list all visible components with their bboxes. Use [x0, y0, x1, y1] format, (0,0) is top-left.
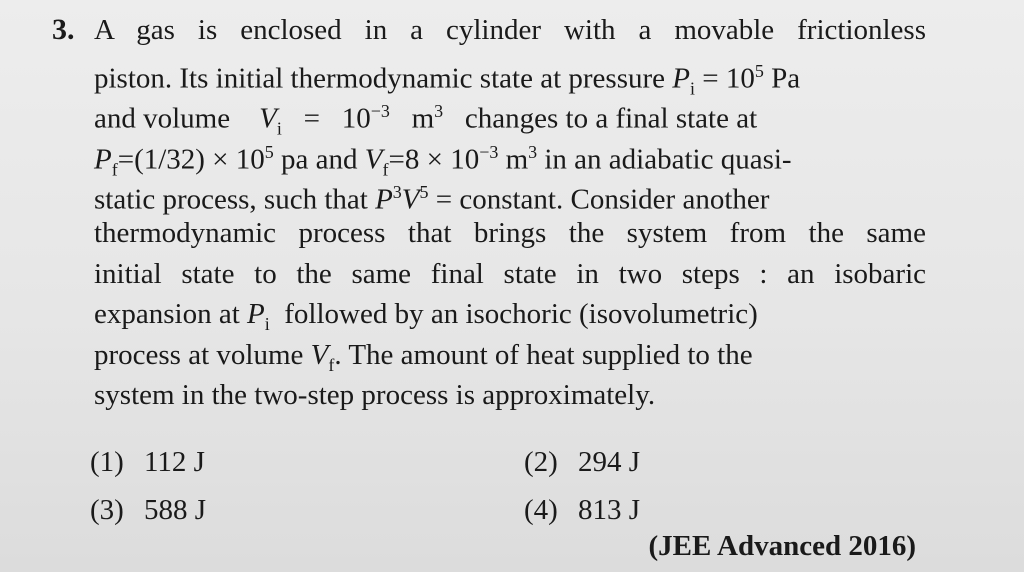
options-row-1 — [90, 438, 890, 486]
option-3[interactable] — [90, 486, 206, 534]
question-line-1: A gas is enclosed in a cylinder with a movable frictionless — [94, 14, 926, 46]
question-line-2: piston. Its initial thermodynamic state at pressure $P_i = 10^5$ Pa — [94, 60, 801, 99]
question-line-10: system in the two-step process is approximately. — [94, 379, 656, 412]
question-line-5: static process, such that $P^3V^5$ = constant. Consider another — [94, 182, 770, 217]
option-text: 294 J — [578, 446, 641, 478]
option-number: (3) — [90, 494, 124, 526]
option-number: (4) — [524, 494, 558, 526]
question-line-8: expansion at $P_i$ followed by an isochoric (isovolumetric) — [94, 298, 758, 334]
option-2[interactable] — [524, 438, 640, 486]
option-text: 813 J — [578, 494, 641, 526]
question-line-3: and volume $V_i$ = $10^{-3}$ $m^3$ changes to a final state at — [94, 101, 758, 139]
exam-source: (JEE Advanced 2016) — [648, 530, 916, 562]
question-line-9: process at volume $V_f$. The amount of heat supplied to the — [94, 338, 753, 375]
option-4[interactable] — [524, 486, 640, 534]
question-text — [94, 10, 926, 416]
option-text: 112 J — [144, 446, 205, 478]
question-line-6: thermodynamic process that brings the system from the same — [94, 216, 926, 249]
option-text: 588 J — [144, 494, 207, 526]
question-line-7: initial state to the same final state in two steps : an isobaric — [94, 257, 926, 290]
question-number: 3. — [52, 13, 75, 46]
option-number: (1) — [90, 446, 124, 478]
option-number: (2) — [524, 446, 558, 478]
question-line-4: $P_f=(1/32) \times 10^5$ pa and $V_f=8 \times 10^{-3}$ $m^3$ in an adiabatic quasi- — [94, 141, 792, 180]
answer-options — [90, 438, 890, 534]
option-1[interactable] — [90, 438, 205, 486]
